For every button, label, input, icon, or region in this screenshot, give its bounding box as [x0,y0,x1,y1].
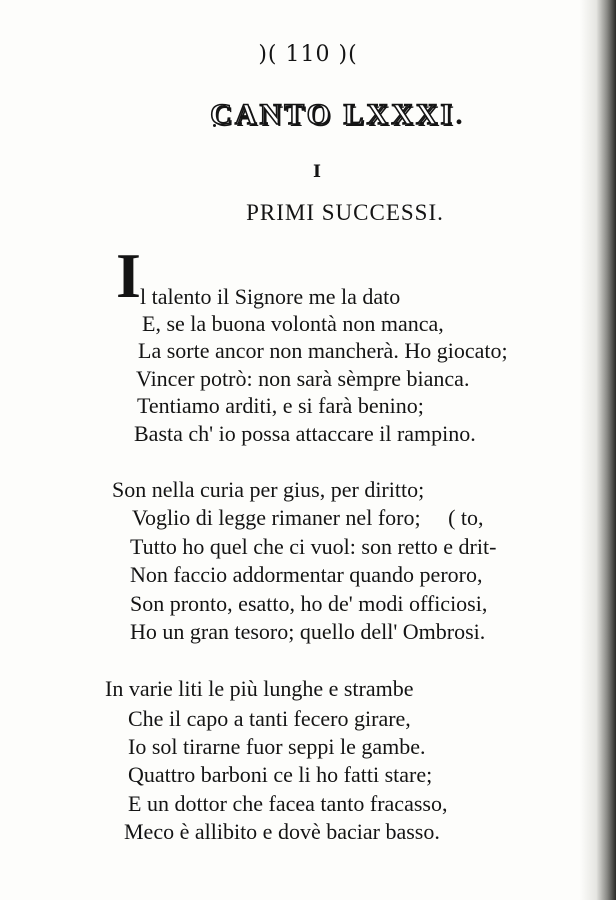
verse-line: La sorte ancor non mancherà. Ho giocato; [138,338,508,363]
canto-title-text: CANTO LXXXI [210,98,456,131]
verse-line: Che il capo a tanti fecero girare, [128,706,411,731]
section-number: I [313,162,321,182]
drop-cap: I [116,240,141,311]
verse-line: Son pronto, esatto, ho de' modi officiosi, [130,591,488,616]
verse-line: Basta ch' io possa attaccare il rampino. [134,421,476,446]
verse-line: Ho un gran tesoro; quello dell' Ombrosi. [130,619,486,644]
verse-line: Vincer potrò: non sarà sèmpre bianca. [136,366,470,391]
verse-line: Tutto ho quel che ci vuol: son retto e drit- [130,534,497,559]
verse-line: l talento il Signore me la dato [140,284,401,309]
verse-line: Quattro barboni ce li ho fatti stare; [128,762,433,787]
poem-subtitle: PRIMI SUCCESSI. [246,200,444,225]
verse-line: Voglio di legge rimaner nel foro; ( to, [132,505,484,530]
page-number: )( 110 )( [258,42,358,67]
verse-line: In varie liti le più lunghe e strambe [105,676,414,701]
verse-line: E un dottor che facea tanto fracasso, [128,791,448,816]
canto-title-dot: . [455,98,466,131]
verse-line: Tentiamo arditi, e si farà benino; [137,393,424,418]
verse-line: Son nella curia per gius, per diritto; [112,477,425,502]
verse-line: Io sol tirarne fuor seppi le gambe. [128,734,426,759]
verse-line: E, se la buona volontà non manca, [142,311,444,336]
page-gutter-shadow [580,0,616,900]
verse-line: Non faccio addormentar quando peroro, [130,562,483,587]
verse-line: Meco è allibito e dovè baciar basso. [124,819,440,844]
canto-title [0,98,616,132]
